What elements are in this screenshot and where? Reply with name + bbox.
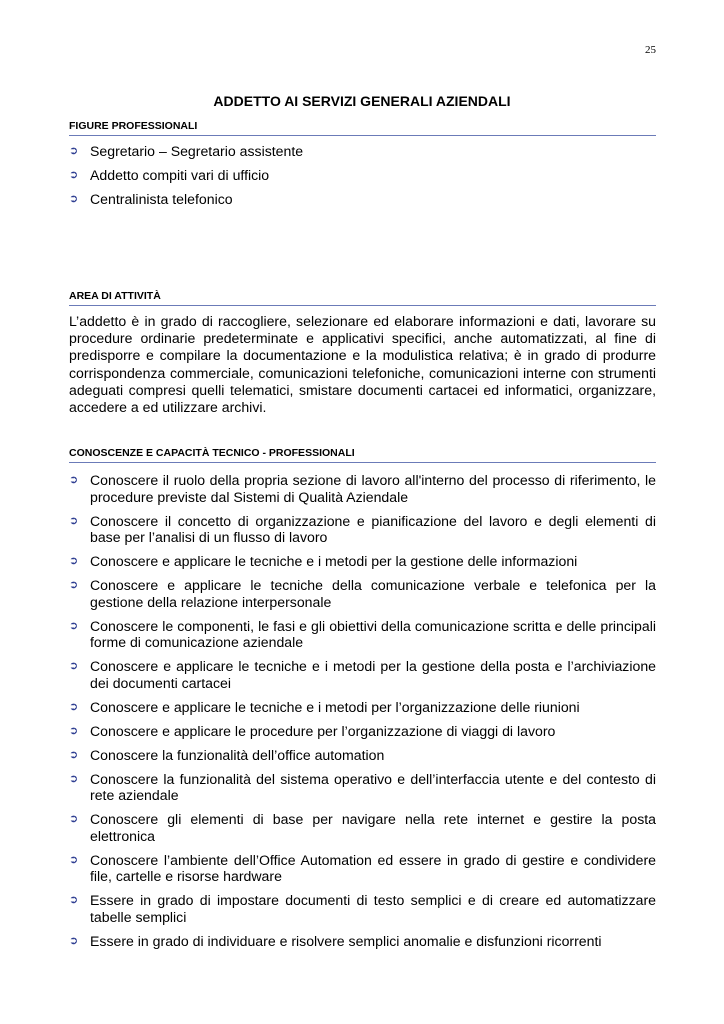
list-item (69, 852, 656, 885)
list-item (69, 892, 656, 925)
arrow-bullet-icon: ➲ (69, 145, 79, 157)
list-item (69, 618, 656, 651)
arrow-bullet-icon: ➲ (69, 660, 79, 672)
list-item (69, 472, 656, 505)
list-item-text: Conoscere il ruolo della propria sezione di lavoro all'interno del processo di riferimento, le procedure previste dal Sistemi di Qualità Aziendale (90, 472, 656, 505)
skills-list (69, 472, 656, 957)
arrow-bullet-icon: ➲ (69, 894, 79, 906)
list-item (69, 167, 656, 184)
arrow-bullet-icon: ➲ (69, 514, 79, 527)
list-item-text: Conoscere la funzionalità del sistema operativo e dell’interfaccia utente e del contesto di rete aziendale (90, 770, 656, 803)
arrow-bullet-icon: ➲ (69, 474, 79, 486)
section-heading-skills: CONOSCENZE E CAPACITÀ TECNICO - PROFESSIONALI (69, 447, 656, 463)
list-item (69, 577, 656, 610)
list-item-text: Addetto compiti vari di ufficio (90, 167, 270, 183)
arrow-bullet-icon: ➲ (69, 700, 79, 713)
list-item-text: Conoscere il concetto di organizzazione e pianificazione del lavoro e degli elementi di base per l’analisi di un flusso di lavoro (90, 512, 656, 545)
arrow-bullet-icon: ➲ (69, 853, 79, 866)
list-item-text: Essere in grado di individuare e risolvere semplici anomalie e disfunzioni ricorrenti (90, 932, 602, 949)
list-item (69, 811, 656, 844)
list-item (69, 747, 656, 764)
arrow-bullet-icon: ➲ (69, 579, 79, 591)
list-item-text: Centralinista telefonico (90, 191, 233, 207)
list-item (69, 143, 656, 160)
arrow-bullet-icon: ➲ (69, 813, 79, 825)
section-heading-area: AREA DI ATTIVITÀ (69, 290, 656, 306)
document-title: ADDETTO AI SERVIZI GENERALI AZIENDALI (213, 93, 511, 109)
list-item-text: Conoscere l’ambiente dell’Office Automation ed essere in grado di gestire e condividere file, cartelle e risorse hardware (90, 851, 656, 884)
list-item (69, 513, 656, 546)
arrow-bullet-icon: ➲ (69, 934, 79, 947)
arrow-bullet-icon: ➲ (69, 193, 79, 205)
page-number: 25 (645, 44, 656, 56)
arrow-bullet-icon: ➲ (69, 619, 79, 632)
list-item-text: Essere in grado di impostare documenti di testo semplici e di creare ed automatizzare tabelle semplici (90, 892, 656, 925)
list-item-text: Conoscere le componenti, le fasi e gli obiettivi della comunicazione scritta e delle principali forme di comunicazione aziendale (90, 617, 656, 650)
list-item-text: Segretario – Segretario assistente (90, 143, 304, 159)
arrow-bullet-icon: ➲ (69, 169, 79, 181)
area-description: L’addetto è in grado di raccogliere, selezionare ed elaborare informazioni e dati, lavorare su procedure ordinarie predeterminate e applicativi specifici, anche automatizzati, al fine di predisporre e compilare la documentazione e la modulistica relativa; è in grado di produrre corrispondenza commerciale, comunicazioni telefoniche, comunicazioni interne con strumenti adeguati compresi quelli telematici, smistare documenti cartacei ed informatici, organizzare, accedere a ed utilizzare archivi. (69, 313, 656, 416)
list-item-text: Conoscere e applicare le tecniche e i metodi per l’organizzazione delle riunioni (90, 698, 580, 715)
list-item-text: Conoscere gli elementi di base per navigare nella rete internet e gestire la posta elettronica (90, 811, 656, 844)
list-item-text: Conoscere e applicare le procedure per l’organizzazione di viaggi di lavoro (90, 722, 556, 739)
arrow-bullet-icon: ➲ (69, 772, 79, 785)
arrow-bullet-icon: ➲ (69, 724, 79, 737)
list-item (69, 723, 656, 740)
list-item (69, 191, 656, 208)
list-item (69, 699, 656, 716)
list-item-text: Conoscere e applicare le tecniche e i metodi per la gestione della posta e l’archiviazione dei documenti cartacei (90, 658, 656, 691)
arrow-bullet-icon: ➲ (69, 748, 79, 761)
figure-list (69, 143, 656, 215)
list-item-text: Conoscere e applicare le tecniche e i metodi per la gestione delle informazioni (90, 553, 578, 569)
list-item-text: Conoscere la funzionalità dell’office automation (90, 746, 385, 763)
list-item-text: Conoscere e applicare le tecniche della comunicazione verbale e telefonica per la gestione della relazione interpersonale (90, 577, 656, 610)
list-item (69, 553, 656, 570)
section-heading-figure: FIGURE PROFESSIONALI (69, 120, 656, 136)
arrow-bullet-icon: ➲ (69, 555, 79, 567)
list-item (69, 658, 656, 691)
list-item (69, 771, 656, 804)
list-item (69, 933, 656, 950)
